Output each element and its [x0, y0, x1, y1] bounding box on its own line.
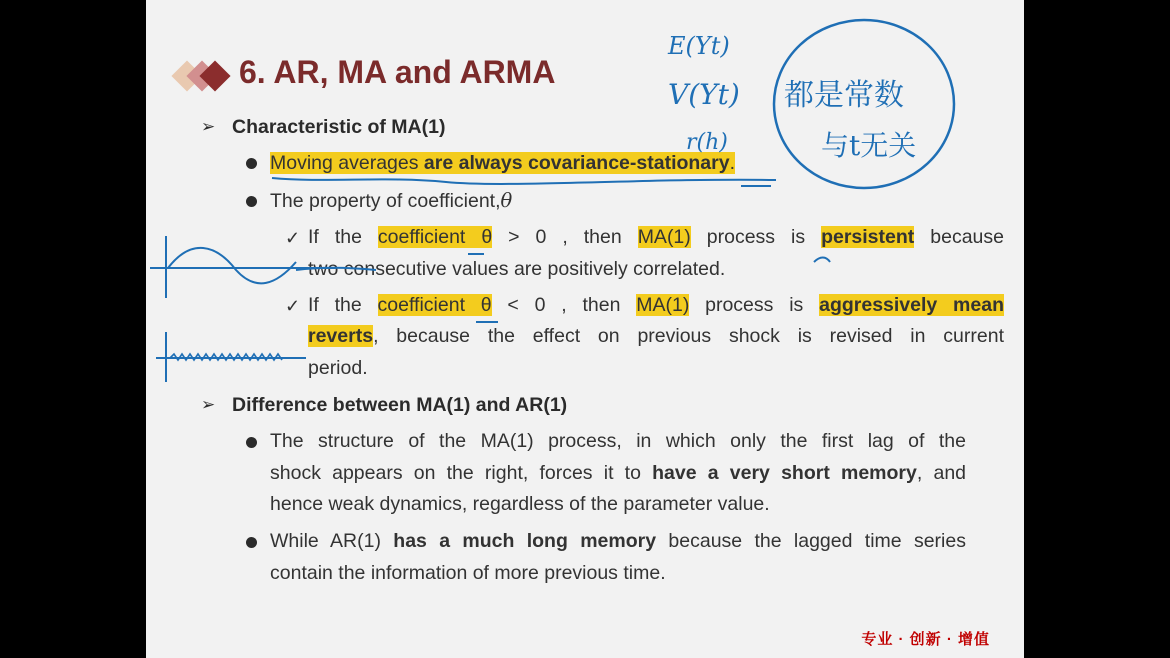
autocovariance-annotation: r(h) — [686, 130, 728, 155]
ma-memory-line2: shock appears on the right, forces it to have a very short memory, and — [270, 462, 967, 484]
footer-slogan: 专业 · 创新 · 增值 — [861, 631, 990, 648]
section2-heading: Difference between MA(1) and AR(1) — [232, 394, 568, 416]
variance-annotation: V(Yt) — [668, 78, 740, 111]
page-title: 6. AR, MA and ARMA — [239, 54, 556, 90]
positive-coefficient-line2: two consecutive values are positively correlated. — [308, 258, 726, 280]
positive-coefficient-line1: If the coefficient θ > 0 , then MA(1) process is persistent because — [308, 226, 1004, 248]
ma-stationary-bullet: Moving averages are always covariance-stationary. — [270, 152, 736, 174]
arrow-bullet-icon: ➢ — [201, 117, 216, 136]
ar-memory-line1: While AR(1) has a much long memory because the lagged time series — [270, 530, 966, 552]
ma-memory-line1: The structure of the MA(1) process, in which only the first lag of the — [270, 430, 966, 452]
coefficient-property-bullet: The property of coefficient,θ — [270, 189, 513, 212]
checkmark-icon: ✓ — [285, 296, 301, 316]
checkmark-icon: ✓ — [285, 228, 301, 248]
expectation-annotation: E(Yt) — [668, 32, 730, 60]
ma-memory-line3: hence weak dynamics, regardless of the parameter value. — [270, 493, 770, 515]
slide — [146, 0, 1024, 658]
negative-coefficient-line2: reverts, because the effect on previous shock is revised in current — [308, 325, 1004, 347]
arrow-bullet-icon: ➢ — [201, 395, 216, 414]
negative-coefficient-line1: If the coefficient θ < 0 , then MA(1) process is aggressively mean — [308, 294, 1004, 316]
negative-coefficient-line3: period. — [308, 357, 368, 379]
circle-note-line1: 都是常数 — [784, 78, 904, 113]
circle-note-line2: 与t无关 — [821, 129, 917, 162]
section1-heading: Characteristic of MA(1) — [232, 116, 446, 138]
ar-memory-line2: contain the information of more previous time. — [270, 562, 666, 584]
